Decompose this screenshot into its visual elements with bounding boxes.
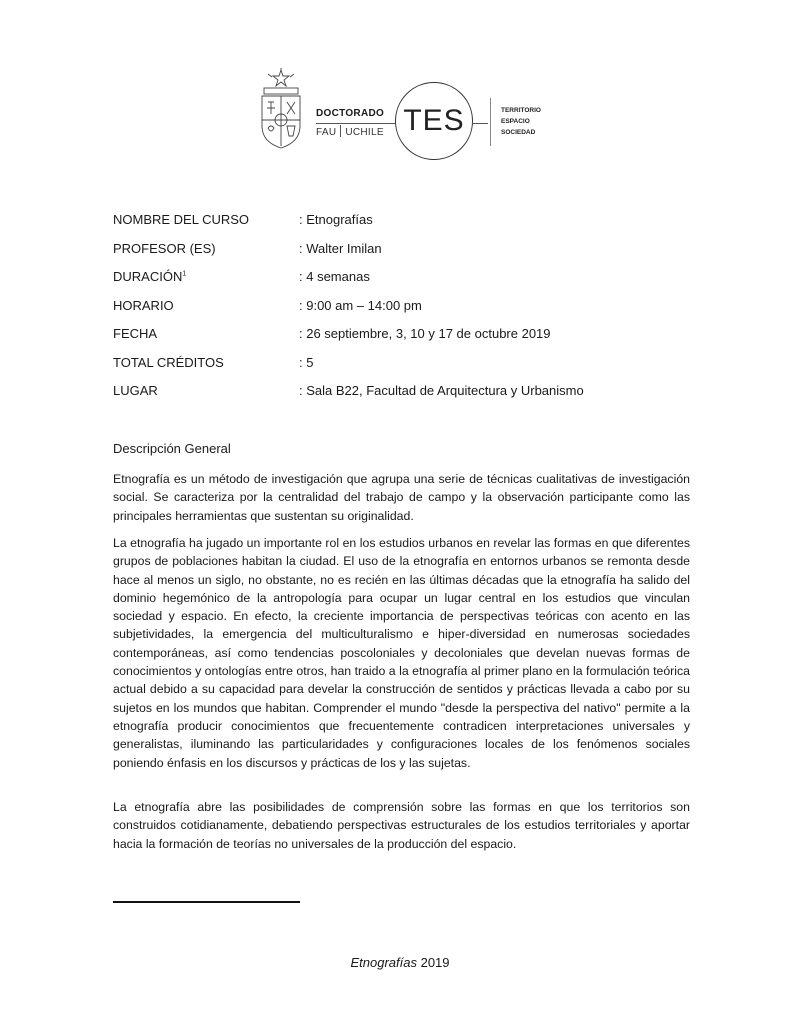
- info-value: : 4 semanas: [299, 269, 370, 284]
- logo-vertical-bar: [490, 98, 491, 146]
- description-paragraph: La etnografía abre las posibilidades de comprensión sobre las formas en que los territorios son construidos cotidianamente, debatiendo perspectivas estructurales de los estudios territoriales y aportar hacia la formación de teorías no universales de la producción del espacio.: [113, 800, 690, 851]
- info-label: HORARIO: [113, 297, 174, 313]
- info-label: PROFESOR (ES): [113, 240, 216, 256]
- info-label: DURACIÓN: [113, 269, 183, 284]
- program-name: DOCTORADO: [316, 108, 385, 119]
- institution-label: [316, 125, 384, 138]
- info-value: : 26 septiembre, 3, 10 y 17 de octubre 2019: [299, 326, 551, 341]
- institution-right: UCHILE: [345, 127, 384, 138]
- info-label: TOTAL CRÉDITOS: [113, 354, 224, 370]
- institution-separator: [340, 125, 341, 137]
- institution-left: FAU: [316, 127, 337, 138]
- tes-logo-words: [501, 105, 541, 138]
- logo-divider-line: [316, 123, 396, 124]
- info-label: LUGAR: [113, 383, 158, 398]
- info-value: : Walter Imilan: [299, 241, 382, 256]
- description-paragraph: Etnografía es un método de investigación que agrupa una serie de técnicas cualitativas de investigación social. Se caracteriza por la centralidad del trabajo de campo y la observación participante como las principales herramientas que sustentan su originalidad.: [113, 472, 690, 523]
- info-label-with-footnote: [113, 269, 186, 284]
- tes-word: TERRITORIO: [501, 107, 541, 114]
- tes-logo-text: TES: [403, 104, 465, 137]
- page-footer: [0, 955, 800, 970]
- footer-year: 2019: [420, 955, 450, 970]
- description-paragraph: La etnografía ha jugado un importante rol en los estudios urbanos en revelar las formas en que diferentes grupos de poblaciones habitan la ciudad. El uso de la etnografía en entornos urbanos se remonta desde hace al menos un siglo, no obstante, no es recién en las últimas décadas que la etnografía ha salido del dominio hegemónico de la antropología para ocupar un lugar central en los estudios que vinculan sociedad y espacio. En efecto, la creciente importancia de perspectivas teóricas con acento en las subjetividades, la emergencia del multiculturalismo e hiper-diversidad en numerosas sociedades contemporáneas, así como tendencias poscoloniales y decoloniales que develan nuevas formas de conocimientos y ontologías entre otros, han traido a la etnografía al primer plano en la formulación teórica actual debido a su capacidad para develar la construcción de sentidos y prácticas llevada a cabo por su sujetos en los mundos que habitan. Comprender el mundo "desde la perspectiva del nativo" permite a la etnografía producir conocimientos que frecuentemente contradicen interpretaciones universales y generalistas, iluminando las particularidades y configuraciones locales de los fenómenos sociales poniendo énfasis en los discursos y prácticas de los y las sujetas.: [113, 536, 690, 770]
- tes-word: SOCIEDAD: [501, 129, 536, 136]
- info-value: : Etnografías: [299, 212, 373, 227]
- logo-connector-line: [472, 123, 488, 124]
- footnote-marker[interactable]: 1: [182, 270, 187, 278]
- header-logo-block: [258, 68, 558, 158]
- footer-course-title: Etnografías: [350, 955, 417, 970]
- info-label: NOMBRE DEL CURSO: [113, 212, 250, 227]
- footnote-separator: [113, 901, 300, 903]
- university-crest-icon: [258, 68, 304, 150]
- info-value: : 5: [299, 355, 313, 370]
- info-label: FECHA: [113, 326, 158, 341]
- info-value: : 9:00 am – 14:00 pm: [299, 298, 422, 313]
- info-value: : Sala B22, Facultad de Arquitectura y Urbanismo: [299, 383, 584, 398]
- tes-word: ESPACIO: [501, 118, 530, 125]
- section-title-description: Descripción General: [113, 441, 231, 456]
